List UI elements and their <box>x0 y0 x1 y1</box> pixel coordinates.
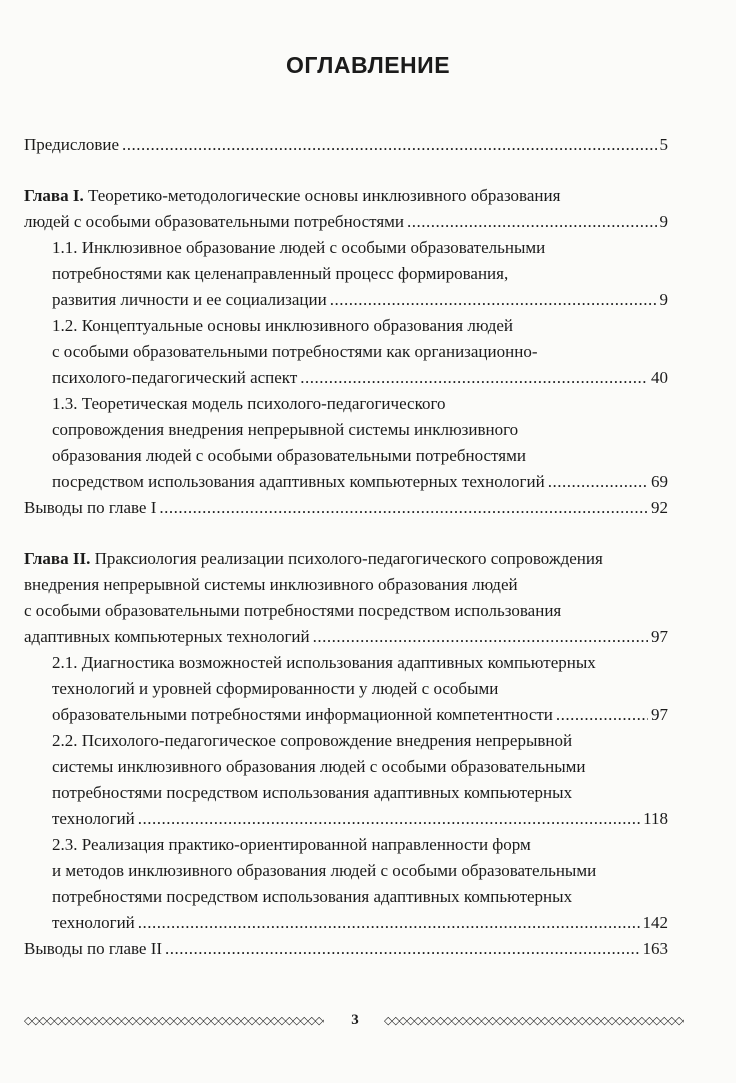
chapter-title-line: людей с особыми образовательными потребностями <box>24 212 405 231</box>
section-title-text: посредством использования адаптивных компьютерных технологий <box>52 472 545 491</box>
section-title-line: потребностями как целенаправленный процесс формирования, <box>52 264 509 283</box>
chapter-title-line: адаптивных компьютерных технологий <box>24 627 310 646</box>
toc-entry-conclusions-2[interactable] <box>24 936 668 962</box>
toc-page-number: 92 <box>651 498 668 517</box>
chapter-title-line: Праксиология реализации психолого-педагогического сопровождения <box>94 549 603 568</box>
leader-dots <box>330 287 657 313</box>
toc-entry-conclusions-1[interactable] <box>24 495 668 521</box>
section-title-text: психолого-педагогический аспект <box>52 368 298 387</box>
ornament-left <box>24 1014 324 1028</box>
section-title-line <box>52 365 668 391</box>
chapter-heading-line <box>24 624 668 650</box>
section-title-line: 1.2. Концептуальные основы инклюзивного образования людей <box>52 316 513 335</box>
leader-dots <box>300 365 648 391</box>
leader-dots <box>138 910 640 936</box>
section-title-line: системы инклюзивного образования людей с особыми образовательными <box>52 757 586 776</box>
chapter-label: Глава II. <box>24 549 91 568</box>
section-title-text: образовательными потребностями информационной компетентности <box>52 705 553 724</box>
section-title-line: потребностями посредством использования адаптивных компьютерных <box>52 783 573 802</box>
leader-dots <box>548 469 648 495</box>
section-title-line: с особыми образовательными потребностями как организационно- <box>52 342 538 361</box>
section-title-line: 2.1. Диагностика возможностей использования адаптивных компьютерных <box>52 653 596 672</box>
section-title-line: сопровождения внедрения непрерывной системы инклюзивного <box>52 420 519 439</box>
toc-page-number: 69 <box>651 472 668 491</box>
section-title-line <box>52 469 668 495</box>
chapter-heading-line <box>24 183 560 209</box>
toc-entry-title: Предисловие <box>24 135 120 154</box>
toc-entry-preface[interactable] <box>24 132 668 158</box>
section-title-line: 1.3. Теоретическая модель психолого-педагогического <box>52 394 446 413</box>
section-title-line: технологий и уровней сформированности у людей с особыми <box>52 679 499 698</box>
toc-page-number: 9 <box>659 212 668 231</box>
toc-page-number: 40 <box>651 368 668 387</box>
toc-page-number: 163 <box>642 939 668 958</box>
section-title-line: и методов инклюзивного образования людей с особыми образовательными <box>52 861 597 880</box>
leader-dots <box>407 209 656 235</box>
leader-dots <box>556 702 648 728</box>
chapter-title-line: Теоретико-методологические основы инклюзивного образования <box>87 186 561 205</box>
section-title-text: технологий <box>52 913 135 932</box>
section-title-line: 1.1. Инклюзивное образование людей с особыми образовательными <box>52 238 546 257</box>
toc-entry-title: Выводы по главе II <box>24 939 163 958</box>
page-number: 3 <box>351 1012 359 1028</box>
toc-page-number: 97 <box>651 705 668 724</box>
leader-dots <box>122 132 656 158</box>
chapter-title-line: внедрения непрерывной системы инклюзивного образования людей <box>24 575 518 594</box>
section-title-text: технологий <box>52 809 135 828</box>
section-title-line <box>52 806 668 832</box>
page-title: ОГЛАВЛЕНИЕ <box>285 52 451 78</box>
chapter-title-line: с особыми образовательными потребностями посредством использования <box>24 601 562 620</box>
chapter-heading-line <box>24 546 603 572</box>
section-title-line <box>52 910 668 936</box>
chapter-label: Глава I. <box>24 186 84 205</box>
section-title-line: 2.3. Реализация практико-ориентированной направленности форм <box>52 835 531 854</box>
toc-page-number: 97 <box>651 627 668 646</box>
section-title-line: образования людей с особыми образовательными потребностями <box>52 446 526 465</box>
section-title-line: 2.2. Психолого-педагогическое сопровождение внедрения непрерывной <box>52 731 573 750</box>
leader-dots <box>313 624 648 650</box>
leader-dots <box>159 495 648 521</box>
page-footer <box>24 1010 674 1036</box>
toc-page-number: 142 <box>642 913 668 932</box>
section-title-line <box>52 702 668 728</box>
chapter-heading-line <box>24 209 668 235</box>
ornament-right <box>384 1014 684 1028</box>
section-title-line <box>52 287 668 313</box>
toc-page-number: 5 <box>659 135 668 154</box>
section-title-text: развития личности и ее социализации <box>52 290 327 309</box>
leader-dots <box>138 806 640 832</box>
toc-page-number: 118 <box>643 809 668 828</box>
leader-dots <box>165 936 639 962</box>
toc-page-number: 9 <box>659 290 668 309</box>
section-title-line: потребностями посредством использования адаптивных компьютерных <box>52 887 573 906</box>
toc-entry-title: Выводы по главе I <box>24 498 157 517</box>
